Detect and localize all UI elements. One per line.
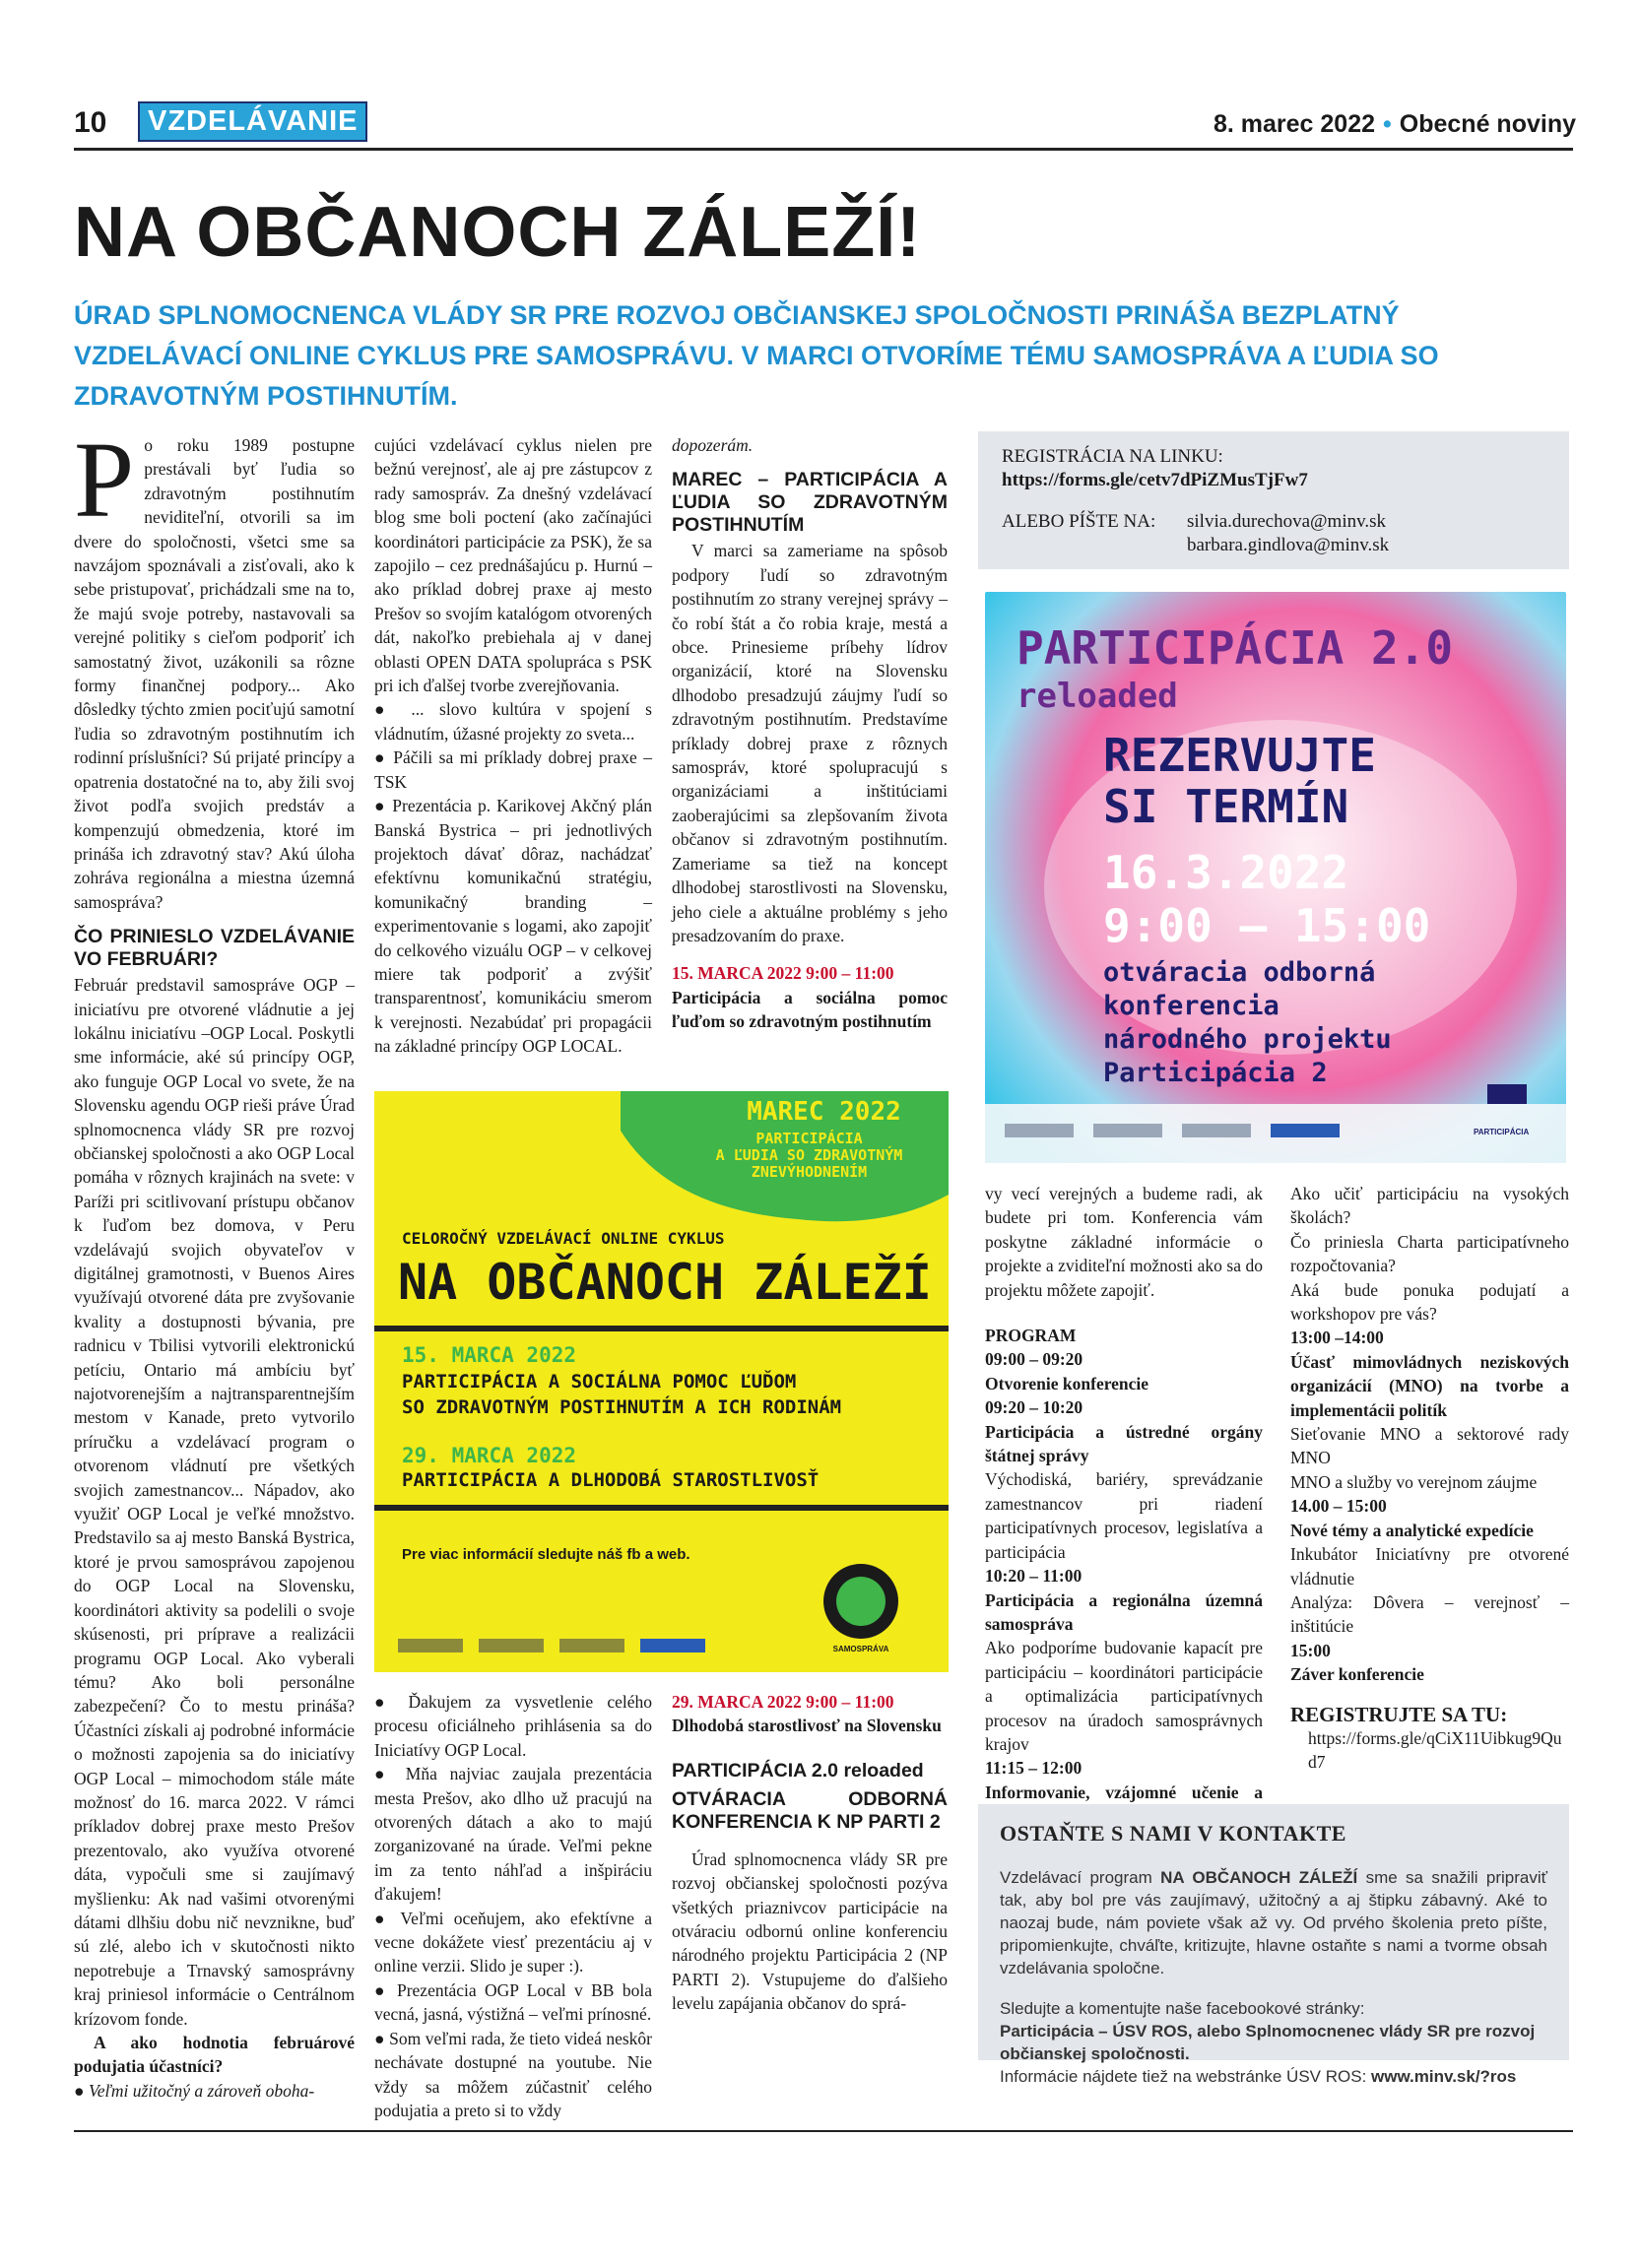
col4-para-1: vy vecí verejných a budeme radi, ak budete pri tom. Konferencia vám poskytne základné informácie o projekte a zviditeľní možnosti ako sa do projektu môžete zapojiť. [985, 1184, 1263, 1300]
issue-date: 8. marec 2022 [1213, 110, 1376, 138]
reg-link[interactable]: https://forms.gle/cetv7dPiZMusTjFw7 [1002, 470, 1308, 490]
poster-desc-1: otváracia odborná [1103, 957, 1376, 988]
poster-desc-4: Participácia 2 [1103, 1058, 1328, 1088]
column-3-bottom [672, 1690, 948, 2016]
flyer-topic-2: PARTICIPÁCIA A DLHODOBÁ STAROSTLIVOSŤ [402, 1469, 820, 1491]
partner-logo-icon [1093, 1124, 1162, 1137]
flyer-date-1: 15. MARCA 2022 [402, 1343, 577, 1367]
flyer-badge-line-2: A ĽUDIA SO ZDRAVOTNÝM [715, 1146, 903, 1164]
event-date-2: 29. MARCA 2022 9:00 – 11:00 [672, 1692, 894, 1712]
program-heading: PROGRAM [985, 1326, 1077, 1346]
reg-email-row [1002, 510, 1545, 557]
register-link[interactable]: https://forms.gle/qCiX11Uibkug9Qud7 [1308, 1727, 1562, 1773]
poster-brand: PARTICIPÁCIA [1474, 1128, 1530, 1136]
registration-box [978, 431, 1569, 569]
slot-6-desc-2: Analýza: Dôvera – verejnosť – inštitúcie [1290, 1591, 1569, 1637]
slot-5-time: 13:00 –14:00 [1290, 1328, 1384, 1348]
event-title-2: Dlhodobá starostlivosť na Slovensku [672, 1716, 942, 1736]
poster-line-term: SI TERMÍN [1103, 780, 1349, 833]
poster-date: 16.3.2022 [1103, 846, 1349, 899]
slot-5-desc-1: Sieťovanie MNO a sektorové rady MNO [1290, 1424, 1569, 1468]
slot-4-time: 11:15 – 12:00 [985, 1758, 1082, 1779]
flyer-badge-line-1: PARTICIPÁCIA [755, 1130, 863, 1147]
flyer-partner-logos [398, 1639, 733, 1656]
feedback-3: ● Prezentácia p. Karikovej Akčný plán Banská Bystrica – pri jednotlivých projektoch dávať dôraz, nachádzať efektívnu komunikačnú stratégiu, komunikačný branding – experimentovanie s logami, ako zapojiť do celkového vizuálu OGP – v celkovej miere tak podporiť a zvýšiť transparentnosť, komunikáciu smerom k verejnosti. Nezabúdať pri propagácii na základné princípy OGP LOCAL. [374, 796, 652, 1057]
column-3-top [672, 433, 948, 1034]
eu-flag-icon [640, 1639, 705, 1652]
reg-emails [1187, 510, 1389, 557]
seal-label: SAMOSPRÁVA [832, 1645, 889, 1653]
contact-heading: OSTAŇTE S NAMI V KONTAKTE [1000, 1821, 1346, 1846]
poster-line-reserve: REZERVUJTE [1103, 729, 1376, 782]
subheading-parti-b: OTVÁRACIA ODBORNÁ KONFERENCIA K NP PARTI 2 [672, 1787, 948, 1833]
partner-logo-icon [559, 1639, 624, 1652]
flyer-kicker: CELOROČNÝ VZDELÁVACÍ ONLINE CYKLUS [402, 1229, 725, 1248]
slot-1-title: Otvorenie konferencie [985, 1373, 1149, 1393]
partner-logo-icon [398, 1639, 463, 1652]
page-number: 10 [74, 106, 107, 139]
header-dateline [1214, 110, 1576, 139]
col3-para-1: V marci sa zameriame na spôsob podpory ľudí so zdravotným postihnutím zo strany verejnej správy – čo robí štát a čo robia kraje, mestá a obce. Prinesieme príbehy lídrov organizácií, ktoré na Slovensku dlhodobo presadzujú záujmy ľudí so zdravotným postihnutím. Predstavíme príklady dobrej praxe z rôznych samospráv, ktoré spolupracujú s organizáciami a inštitúciami zaoberajúcimi sa zlepšovaním života občanov si zdravotným postihnutím. Zameriame sa tiež na koncept dlhodobej starostlivosti na Slovensku, jeho ciele a aktuálne problémy s jeho presadzovaním do praxe. [672, 541, 948, 945]
email-2[interactable]: barbara.gindlova@minv.sk [1187, 535, 1390, 555]
flyer-more-info: Pre viac informácií sledujte náš fb a web. [402, 1546, 690, 1563]
subheading-february: ČO PRINIESLO VZDELÁVANIE VO FEBRUÁRI? [74, 926, 355, 971]
flyer-topic-1-line-1: PARTICIPÁCIA A SOCIÁLNA POMOC ĽUĎOM [402, 1371, 797, 1393]
slot-5-desc-2: MNO a služby vo verejnom záujme [1290, 1471, 1538, 1492]
slot-6-time: 14.00 – 15:00 [1290, 1496, 1387, 1517]
col5-q-3: Aká bude ponuka podujatí a workshopov pre vás? [1290, 1279, 1569, 1325]
col3-para-2: Úrad splnomocnenca vlády SR pre rozvoj občianskej spoločnosti pozýva všetkých priaznivcov participácie na otváraciu odbornú online konferenciu národného projektu Participácia 2 (NP PARTI 2). Vstupujeme do ďalšieho levelu zapájania občanov do sprá- [672, 1848, 948, 2014]
poster-desc-3: národného projektu [1103, 1024, 1392, 1055]
col2-para-1: cujúci vzdelávací cyklus nielen pre bežnú verejnosť, ale aj pre zástupcov z rady samospráv. Za dnešný vzdelávací blog sme boli poctení (ako začínajúci koordinátori participácie za PSK), že sa zapojilo – cez prednášajúcu p. Hurnú – ako príklad dobrej praxe aj mesto Prešov so svojím katalógom otvorených dát, nakoľko prebiehala aj v danej oblasti OPEN DATA spolupráca s PSK pri ich ďalšej tvorbe zverejňovania. [374, 435, 652, 696]
poster-subtitle: reloaded [1017, 677, 1178, 716]
poster-partner-logos [1005, 1124, 1418, 1141]
feedback-5: ● Mňa najviac zaujala prezentácia mesta Prešov, ako dlho už pracujú na otvorených dátach a ako to majú zorganizované na úrade. Veľmi pekne im za tento náhľad a inšpiráciu ďakujem! [374, 1764, 652, 1905]
contact-box [978, 1804, 1569, 2086]
article-lead: ÚRAD SPLNOMOCNENCA VLÁDY SR PRE ROZVOJ OBČIANSKEJ SPOLOČNOSTI PRINÁŠA BEZPLATNÝ VZDELÁVACÍ ONLINE CYKLUS PRE SAMOSPRÁVU. V MARCI OTVORÍME TÉMU SAMOSPRÁVA A ĽUDIA SO ZDRAVOTNÝM POSTIHNUTÍM. [74, 300, 1439, 411]
subheading-parti-a: PARTICIPÁCIA 2.0 reloaded [672, 1759, 924, 1782]
flyer-topic-1-line-2: SO ZDRAVOTNÝM POSTIHNUTÍM A ICH RODINÁM [402, 1396, 842, 1418]
poster-time: 9:00 – 15:00 [1103, 899, 1431, 952]
slot-6-desc-1: Inkubátor Iniciatívny pre otvorené vládnutie [1290, 1544, 1569, 1588]
flyer-title: NA OBČANOCH ZÁLEŽÍ [398, 1254, 932, 1311]
slot-3-title: Participácia a regionálna územná samospráva [985, 1589, 1263, 1634]
slot-5-title: Účasť mimovládnych neziskových organizácií (MNO) na tvorbe a implementácii politík [1290, 1351, 1569, 1420]
contact-para-1 [1000, 1866, 1547, 1979]
reg-email-label: ALEBO PÍŠTE NA: [1002, 511, 1156, 532]
poster-reserve [1103, 730, 1376, 832]
column-4 [985, 1182, 1263, 1829]
seal-inner [836, 1577, 886, 1626]
header-rule [74, 148, 1573, 151]
separator-dot: • [1383, 110, 1392, 138]
feedback-4: ● Ďakujem za vysvetlenie celého procesu oficiálneho prihlásenia sa do Iniciatívy OGP Local. [374, 1692, 652, 1760]
col1-para-1: o roku 1989 postupne prestávali byť ľudia so zdravotným postihnutím neviditeľní, otvorili sa im dvere do spoločnosti, všetci sme sa navzájom spoznávali a zisťovali, ako k sebe pristupovať, prichádzali sme na to, že majú svoje potreby, nastavovali sa verejné politiky s cieľom podporiť ich samostatný život, uzákonili sa rôzne formy finančnej podpory... Ako dôsledky týchto zmien pociťujú samotní ľudia so zdravotným postihnutím ich rodinní príslušníci? Sú prijaté princípy a opatrenia dostatočné na to, aby žili svoj život podľa svojich predstáv a kompenzujú obmedzenia, ktoré im prináša ich zdravotný stav? Akú úloha zohráva regionálna a miestna územná samospráva? [74, 435, 355, 912]
samosprava-seal-icon [823, 1564, 898, 1639]
register-heading: REGISTRUJTE SA TU: [1290, 1702, 1508, 1726]
slot-2-desc: Východiská, bariéry, sprevádzanie zamestnancov pri riadení participatívnych procesov, legislatíva a participácia [985, 1469, 1263, 1562]
flyer-rule [374, 1326, 949, 1331]
section-label: VZDELÁVANIE [140, 103, 365, 140]
contact-program-name: NA OBČANOCH ZÁLEŽÍ [1160, 1868, 1358, 1887]
contact-text-a: Vzdelávací program [1000, 1868, 1161, 1887]
email-1[interactable]: silvia.durechova@minv.sk [1187, 511, 1387, 532]
poster-brand-logo-icon [1487, 1084, 1527, 1104]
slot-2-title: Participácia a ústredné orgány štátnej správy [985, 1421, 1263, 1466]
col1-para-2: Február predstavil samospráve OGP – iniciatívu pre otvorené vládnutie a jej lokálnu iniciatívu –OGP Local. Poskytli sme informácie, aké sú princípy OGP, ako funguje OGP Local vo svete, že na Slovensku agendu OGP rieši práve Úrad splnomocnenca vlády SR pre rozvoj občianskej spoločnosti a ako OGP Local pomáha v rôznych krajinách na svete: v Paríži pri scitlivovaní prístupu občanov k ľuďom bez domova, v Peru vzdelávajú svojich obyvateľov v digitálnej gramotnosti, v Buenos Aires využívajú otvorené dáta pre zvyšovanie kvality a dostupnosti bývania, pre radnicu v Tbilisi vytvorili elektronickú petíciu, Ontario má ambíciu byť najotvorenejším a najtransparentnejším mestom v Kanade, preto vytvorilo príručku a vzdelávací program o otvorenom vládnutí pre všetkých svojich zamestnancov... Nápadov, ako využiť OGP Local je veľké množstvo. Predstavilo sa aj mesto Banská Bystrica, ktoré je prvou samosprávou zapojenou do OGP Local na Slovensku, koordinátori aktivity sa podelili o svoje skúsenosti, pri príprave a realizácii programu OGP Local. Ako vyberali tému? Ako boli personálne zabezpečení? Čo to mestu prináša? Účastníci získali aj podrobné informácie o možnosti zapojenia sa do iniciatívy OGP Local – mimochodom stále máte možnosť do 16. marca 2022. V rámci príkladov dobrej praxe mesto Prešov prezentovalo, ako využíva otvorené dáta, vypočuli sme si zaujímavý myšlienku: Ak nad vašimi otvorenými dátami dlhšiu dobu nič nevznikne, buď sú zlé, alebo ich v skutočnosti nikto nepotrebuje a Trnavský samosprávny kraj priniesol informácie o Centrálnom krízovom fonde. [74, 975, 355, 2029]
conference-poster [985, 592, 1566, 1163]
drop-cap: P [74, 420, 135, 540]
slot-7-title: Záver konferencie [1290, 1664, 1424, 1685]
yellow-flyer [374, 1091, 949, 1672]
feedback-2: ● Páčili sa mi príklady dobrej praxe – TSK [374, 747, 652, 792]
feedback-6: ● Veľmi oceňujem, ako efektívne a vecne dokážete viesť prezentáciu aj v online verzii. Slido je super :). [374, 1908, 652, 1976]
flyer-date-2: 29. MARCA 2022 [402, 1444, 577, 1467]
flyer-badge-title: MAREC 2022 [747, 1097, 901, 1127]
flyer-badge-line-3: ZNEVÝHODNENÍM [751, 1163, 868, 1181]
slot-1-time: 09:00 – 09:20 [985, 1349, 1083, 1370]
col1-para-4: ● Veľmi užitočný a zároveň oboha- [74, 2080, 315, 2101]
flyer-topic-1 [402, 1369, 841, 1420]
event-date-1: 15. MARCA 2022 9:00 – 11:00 [672, 963, 894, 984]
slot-3-desc: Ako podporíme budovanie kapacít pre participáciu – koordinátori participácie a optimalizácia participatívnych procesov na úradoch samosprávnych krajov [985, 1638, 1263, 1754]
article-title: NA OBČANOCH ZÁLEŽÍ! [74, 193, 922, 272]
column-2-top [374, 433, 652, 1059]
reg-label: REGISTRÁCIA NA LINKU: [1002, 446, 1223, 467]
poster-desc-2: konferencia [1103, 991, 1279, 1021]
newspaper-name: Obecné noviny [1399, 110, 1576, 138]
eu-flag-icon [1271, 1124, 1340, 1137]
col5-q-1: Ako učiť participáciu na vysokých školách? [1290, 1184, 1569, 1228]
slot-6-title: Nové témy a analytické expedície [1290, 1520, 1534, 1540]
column-2-bottom [374, 1690, 652, 2122]
footer-rule [74, 2130, 1573, 2132]
col1-para-3: A ako hodnotia februárové podujatia účastníci? [74, 2033, 355, 2077]
feedback-7: ● Prezentácia OGP Local v BB bola vecná, jasná, výstižná – veľmi prínosné. [374, 1979, 652, 2025]
feedback-1: ● ... slovo kultúra v spojení s vládnutím, úžasné projekty zo sveta... [374, 699, 652, 744]
poster-title: PARTICIPÁCIA 2.0 [1017, 621, 1454, 675]
poster-desc [1103, 956, 1392, 1090]
contact-text-c: sme sa snažili pripraviť tak, aby bol pre vás zaujímavý, užitočný a aj štipku zábavný. Aké to naozaj bude, nám poviete však až vy. Od prvého školenia preto píšte, pripomienkujte, chváľte, kritizujte, hlavne ostaňte s nami a tvorme obsah vzdelávania spoločne. [1000, 1868, 1547, 1977]
column-1 [74, 420, 355, 2103]
slot-4-title: Informovanie, vzájomné učenie a [985, 1782, 1263, 1802]
slot-3-time: 10:20 – 11:00 [985, 1566, 1082, 1587]
col3-para-0: dopozerám. [672, 435, 754, 455]
feedback-8: ● Som veľmi rada, že tieto videá neskôr nechávate dostupné na youtube. Nie vždy sa môžem zúčastniť celého podujatia a preto si to vždy [374, 2028, 652, 2120]
flyer-badge-sub [670, 1131, 949, 1181]
col5-q-2: Čo priniesla Charta participatívneho rozpočtovania? [1290, 1231, 1569, 1276]
slot-2-time: 09:20 – 10:20 [985, 1397, 1083, 1418]
slot-7-time: 15:00 [1290, 1640, 1331, 1660]
contact-facebook-pages[interactable]: Participácia – ÚSV ROS, alebo Splnomocnenec vlády SR pre rozvoj občianskej spoločnosti. [1000, 2022, 1536, 2063]
subheading-march: MAREC – PARTICIPÁCIA A ĽUDIA SO ZDRAVOTNÝM POSTIHNUTÍM [672, 469, 948, 537]
flyer-rule-2 [374, 1505, 949, 1511]
partner-logo-icon [1005, 1124, 1074, 1137]
column-5 [1290, 1182, 1569, 1775]
event-title-1: Participácia a sociálna pomoc ľuďom so zdravotným postihnutím [672, 987, 948, 1032]
contact-web-label: Informácie nájdete tiež na webstránke ÚSV ROS: [1000, 2067, 1372, 2086]
partner-logo-icon [479, 1639, 544, 1652]
contact-web-link[interactable]: www.minv.sk/?ros [1371, 2067, 1517, 2086]
contact-para-4 [1000, 2065, 1547, 2088]
contact-para-2: Sledujte a komentujte naše facebookové stránky: [1000, 1999, 1365, 2018]
partner-logo-icon [1182, 1124, 1251, 1137]
